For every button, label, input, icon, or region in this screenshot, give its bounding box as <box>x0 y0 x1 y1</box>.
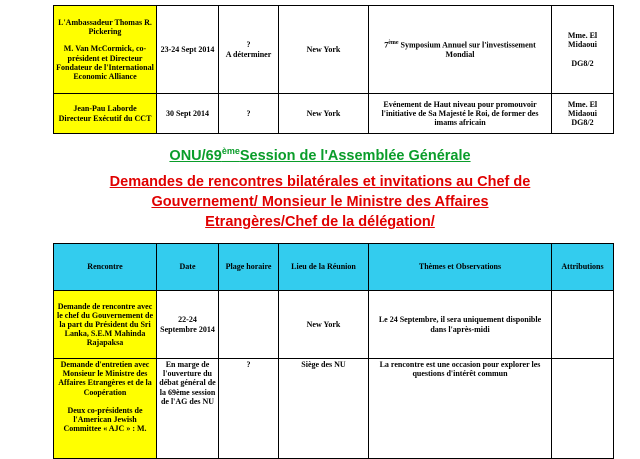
theme-cell: Le 24 Septembre, il sera uniquement disponible dans l'après-midi <box>369 291 552 359</box>
location-cell: New York <box>279 291 369 359</box>
column-header-attributions: Attributions <box>552 244 614 291</box>
time-slot-cell: ? <box>219 359 279 459</box>
location-cell: Siège des NU <box>279 359 369 459</box>
meeting-cell: Demande de rencontre avec le chef du Gouvernement de la part du Président du Sri Lanka, S.E.M Mahinda Rajapaksa <box>54 291 157 359</box>
theme-text: Symposium Annuel sur l'investissement Mondial <box>400 40 536 59</box>
attribution-name: Mme. El Midaoui <box>567 30 598 49</box>
attribution-code: DG8/2 <box>571 118 594 128</box>
participant-cell: Jean-Pau Laborde Directeur Exécutif du CCT <box>54 94 157 134</box>
table-row <box>54 291 614 359</box>
theme-cell <box>369 6 552 94</box>
meeting-participants: Deux co-présidents de l'American Jewish Committee « AJC » : M. <box>63 405 147 434</box>
column-header-themes: Thèmes et Observations <box>369 244 552 291</box>
participant-name: L'Ambassadeur Thomas R. Pickering <box>58 17 152 37</box>
participant-cell <box>54 6 157 94</box>
session-heading <box>40 146 600 164</box>
column-header-rencontre: Rencontre <box>54 244 157 291</box>
time-slot-note: A déterminer <box>225 49 272 59</box>
date-cell: 30 Sept 2014 <box>157 94 219 134</box>
table-row <box>54 6 614 94</box>
column-header-plage: Plage horaire <box>219 244 279 291</box>
attribution-cell <box>552 6 614 94</box>
column-header-lieu: Lieu de la Réunion <box>279 244 369 291</box>
table-row <box>54 94 614 134</box>
location-cell: New York <box>279 94 369 134</box>
time-slot-cell <box>219 291 279 359</box>
attribution-cell <box>552 359 614 459</box>
attribution-name: Mme. El Midaoui <box>567 99 598 118</box>
meeting-request: Demande d'entretien avec Monsieur le Ministre des Affaires Etrangères et de la Coopération <box>58 360 152 397</box>
theme-cell: Evénement de Haut niveau pour promouvoir l'initiative de Sa Majesté le Roi, de former des imams africain <box>369 94 552 134</box>
date-cell: En marge de l'ouverture du débat général de la 69ème session de l'AG des NU <box>157 359 219 459</box>
session-heading-sup: ème <box>221 146 240 156</box>
session-heading-prefix: ONU/69 <box>169 148 222 164</box>
table-row <box>54 359 614 459</box>
theme-ordinal-suffix: ème <box>388 39 399 46</box>
bilateral-meetings-table <box>53 243 614 459</box>
attribution-cell <box>552 94 614 134</box>
requests-heading <box>40 172 600 232</box>
table-header-row <box>54 244 614 291</box>
participant-name: M. Van McCormick, co-président et Directeur Fondateur de l'International Economic Alliance <box>56 44 154 81</box>
theme-cell: La rencontre est une occasion pour explorer les questions d'intérêt commun <box>369 359 552 459</box>
upcoming-events-table <box>53 5 614 134</box>
time-slot-value: ? <box>246 40 251 50</box>
attribution-code: DG8/2 <box>571 59 594 69</box>
requests-heading-line: Demandes de rencontres bilatérales et invitations au Chef de <box>109 174 531 190</box>
session-heading-suffix: Session de l'Assemblée Générale <box>239 148 471 164</box>
column-header-date: Date <box>157 244 219 291</box>
location-cell: New York <box>279 6 369 94</box>
requests-heading-line: Etrangères/Chef de la délégation/ <box>205 214 435 230</box>
attribution-cell <box>552 291 614 359</box>
meeting-cell <box>54 359 157 459</box>
time-slot-cell <box>219 6 279 94</box>
time-slot-cell: ? <box>219 94 279 134</box>
theme-ordinal: 7 <box>384 40 389 50</box>
requests-heading-line: Gouvernement/ Monsieur le Ministre des Affaires <box>151 194 489 210</box>
date-cell: 23-24 Sept 2014 <box>157 6 219 94</box>
date-cell: 22-24 Septembre 2014 <box>157 291 219 359</box>
